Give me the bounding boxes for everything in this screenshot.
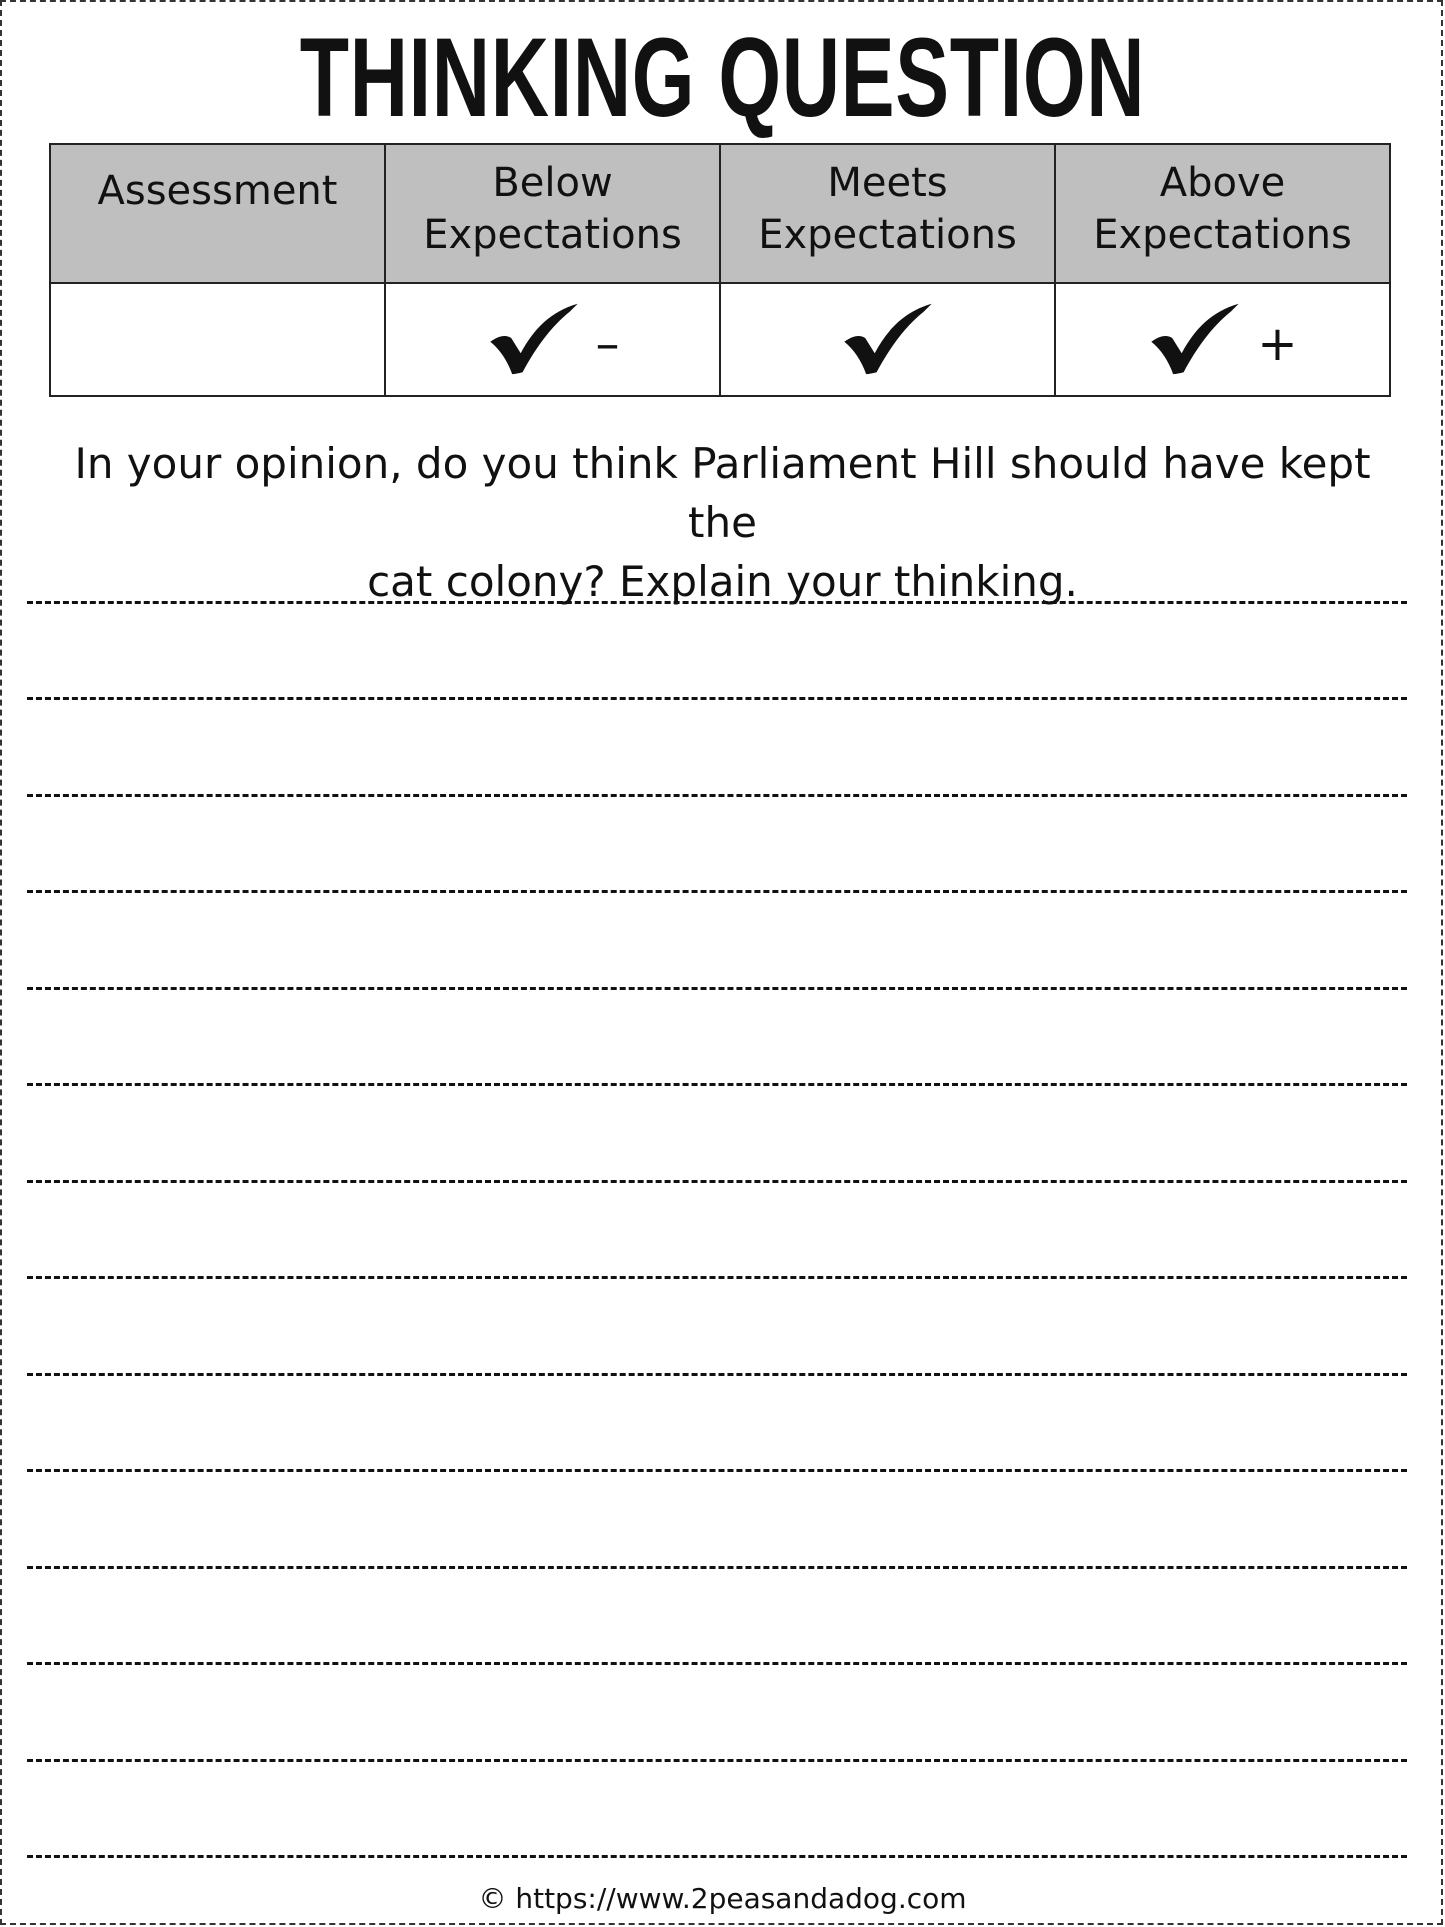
writing-line[interactable] (27, 1759, 1407, 1762)
above-expectations-cell[interactable] (1055, 283, 1390, 396)
header-above-line2: Expectations (1093, 212, 1352, 258)
check-mark (840, 300, 936, 376)
writing-line[interactable] (27, 1083, 1407, 1086)
assessment-blank-cell[interactable] (50, 283, 385, 396)
writing-line[interactable] (27, 601, 1407, 604)
writing-line[interactable] (27, 697, 1407, 700)
header-below-line2: Expectations (423, 212, 682, 258)
header-meets-line1: Meets (827, 160, 948, 206)
page-title: THINKING QUESTION (299, 15, 1146, 140)
footer-copyright: © https://www.2peasandadog.com (478, 1882, 967, 1915)
header-above-line1: Above (1159, 160, 1286, 206)
checkmark-icon (486, 300, 582, 376)
writing-line[interactable] (27, 1855, 1407, 1858)
rubric-header-row (50, 144, 1390, 283)
meets-expectations-cell[interactable] (720, 283, 1055, 396)
header-below-line1: Below (492, 160, 613, 206)
assessment-rubric-table (49, 143, 1391, 397)
writing-line[interactable] (27, 987, 1407, 990)
writing-line[interactable] (27, 794, 1407, 797)
checkmark-icon (840, 300, 936, 376)
header-assessment (50, 144, 385, 283)
question-prompt (40, 434, 1405, 611)
question-line-2: cat colony? Explain your thinking. (367, 557, 1078, 606)
header-meets-expectations (720, 144, 1055, 283)
writing-line[interactable] (27, 1276, 1407, 1279)
checkmark-icon (1147, 300, 1243, 376)
writing-line[interactable] (27, 1566, 1407, 1569)
header-below-expectations (385, 144, 720, 283)
check-minus-mark (486, 300, 620, 376)
writing-line[interactable] (27, 1373, 1407, 1376)
check-plus-mark (1147, 300, 1297, 376)
writing-line[interactable] (27, 1469, 1407, 1472)
header-assessment-label: Assessment (97, 168, 338, 214)
question-line-1: In your opinion, do you think Parliament Hill should have kept the (74, 439, 1371, 547)
minus-sign: – (595, 315, 620, 372)
header-meets-line2: Expectations (758, 212, 1017, 258)
writing-line[interactable] (27, 1180, 1407, 1183)
writing-line[interactable] (27, 890, 1407, 893)
below-expectations-cell[interactable] (385, 283, 720, 396)
header-above-expectations (1055, 144, 1390, 283)
plus-sign: + (1257, 315, 1298, 372)
rubric-mark-row (50, 283, 1390, 396)
writing-line[interactable] (27, 1662, 1407, 1665)
